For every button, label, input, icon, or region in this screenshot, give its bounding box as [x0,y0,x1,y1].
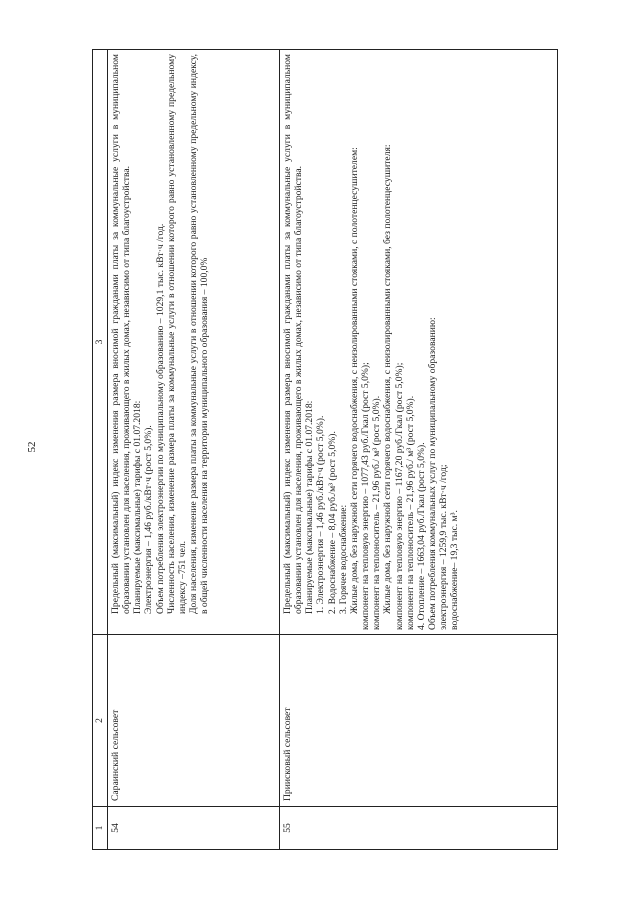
text-line: электроэнергия – 1259,9 тыс. кВт·ч /год; [438,464,450,630]
text-line: Предельный (максимальный) индекс изменения размера вносимой гражданами платы за коммунальные услуги в муниципальном образовании установлен для населения, проживающего в жилых домах, независимо от типа благоустройства. [110,54,133,614]
text-line: Жилые дома, без наружной сети горячего водоснабжения, с неизолированными стояками, с полотенцесушителем: [348,147,360,614]
text-line: Электроэнергия – 1,46 руб./кВт·ч (рост 5,0%). [143,425,155,614]
text-line: 3. Горячее водоснабжение: [337,504,349,614]
text-line: компонент на теплоноситель – 21,96 руб./ м³ (рост 5,0%). [371,395,383,630]
text-line: Жилые дома, без наружной сети горячего водоснабжения, с неизолированными стояками, без полотенцесушителя: [382,144,394,614]
text-line: 2. Водоснабжение – 8,04 руб./м³ (рост 5,0%). [326,431,338,614]
text-line: компонент на тепловую энергию – 1167,20 руб./Гкал (рост 5,0%); [393,362,405,630]
page-number: 52 [26,441,38,453]
row-description [280,50,558,635]
table-row [280,50,558,850]
text-line: Планируемые (максимальные) тарифы с 01.07.2018: [132,400,144,614]
text-line: Планируемые (максимальные) тарифы с 01.07.2018: [304,400,316,614]
municipality-name: Приисковый сельсовет [280,635,558,807]
rotated-table-container [92,50,558,850]
table-row [108,50,280,850]
row-number: 55 [280,807,558,850]
text-line: Предельный (максимальный) индекс изменения размера вносимой гражданами платы за коммунальные услуги в муниципальном образовании установлен для населения, проживающего в жилых домах, независимо от типа благоустройства. [282,54,305,614]
tariff-table [92,49,558,850]
table-header-row [93,50,108,850]
row-description [108,50,280,635]
column-header-3: 3 [93,50,108,635]
text-line: компонент на тепловую энергию – 1077,43 руб./Гкал (рост 5,0%); [360,362,372,630]
municipality-name: Сараинский сельсовет [108,635,280,807]
column-header-1: 1 [93,807,108,850]
text-line: Объем потребления электроэнергии по муниципальному образованию – 1029,1 тыс. кВт·ч /год. [154,223,166,614]
text-line: Численность населения, изменение размера платы за коммунальные услуги в отношении которого равно установленному предельному индексу –751 чел. [165,54,188,614]
text-line: компонент на теплоноситель – 21,96 руб./ м³ (рост 5,0%). [404,395,416,630]
text-line: водоснабжение– 19,3 тыс. м³. [449,510,461,630]
text-line: Доля населения, изменение размера платы за коммунальные услуги в отношении которого равно установленному предельному индексу, в общей численности населения на территории муниципального образования – 100,0% [188,54,211,614]
column-header-2: 2 [93,635,108,807]
text-line: 1. Электроэнергия – 1,46 руб./кВт·ч (рост 5,0%). [315,415,327,614]
text-line: 4. Отопление – 1663,04 руб./Гкал (рост 5,0%). [415,442,427,630]
row-number: 54 [108,807,280,850]
text-line: Объем потребления коммунальных услуг по муниципальному образованию: [427,317,439,630]
